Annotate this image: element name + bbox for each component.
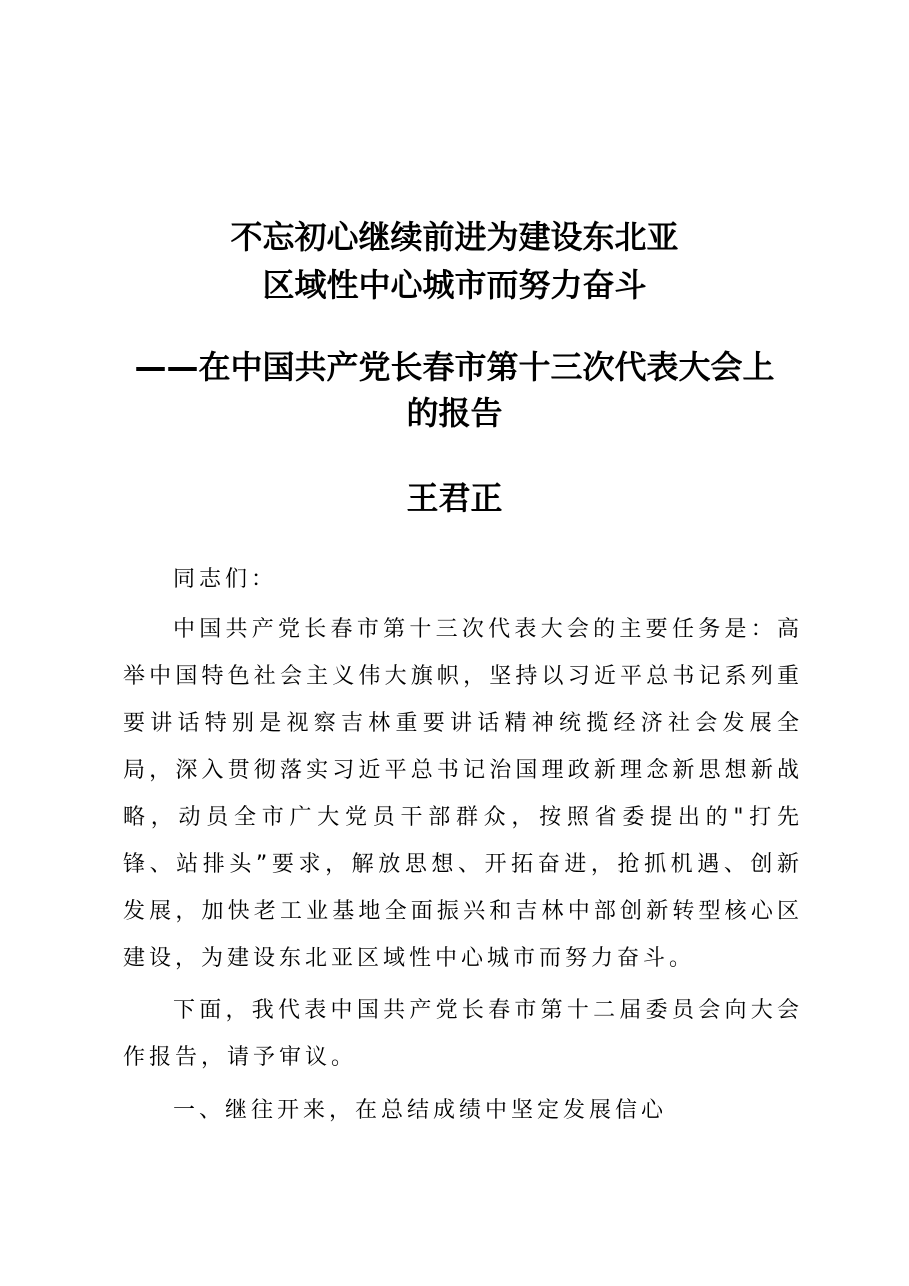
subtitle-line-2: 的报告 (406, 394, 503, 432)
salutation: 同志们： (173, 567, 278, 592)
title-line-1: 不忘初心继续前进为建设东北亚 (230, 218, 679, 256)
author-name: 王君正 (406, 479, 503, 517)
paragraph-main-tasks: 中国共产党长春市第十三次代表大会的主要任务是：高举中国特色社会主义伟大旗帜，坚持以习近平总书记系列重要讲话特别是视察吉林重要讲话精神统揽经济社会发展全局，深入贯彻落实习近平总书记治国理政新理念新思想新战略，动员全市广大党员干部群众，按照省委提出的"打先锋、站排头”要求，解放思想、开拓奋进，抢抓机遇、创新发展，加快老工业基地全面振兴和吉林中部创新转型核心区建设，为建设东北亚区域性中心城市而努力奋斗。 (123, 617, 803, 971)
paragraph-report-intro: 下面，我代表中国共产党长春市第十二届委员会向大会作报告，请予审议。 (123, 998, 803, 1070)
section-heading-1: 一、继往开来，在总结成绩中坚定发展信心 (173, 1098, 668, 1123)
title-line-2: 区域性中心城市而努力奋斗 (262, 266, 647, 304)
subtitle-line-1: ——在中国共产党长春市第十三次代表大会上 (134, 348, 775, 386)
